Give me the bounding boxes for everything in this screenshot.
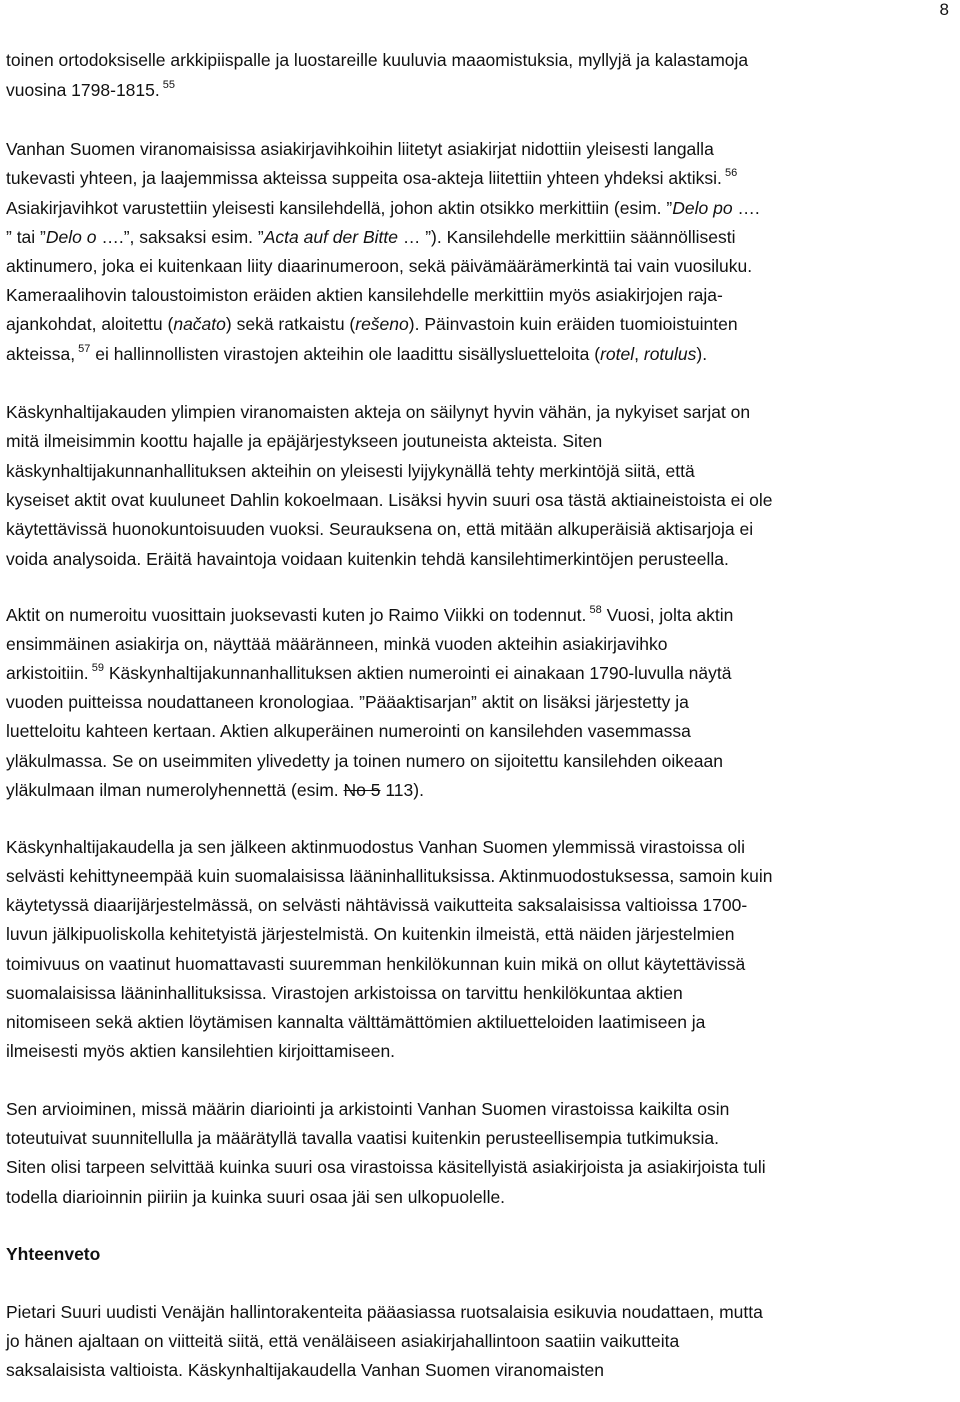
text-span: ilmeisesti myös aktien kansilehtien kirjoittamiseen. xyxy=(6,1041,396,1061)
text-span: käskynhaltijakunnanhallituksen akteihin on yleisesti lyijykynällä tehty merkintöjä siitä, että xyxy=(6,461,695,481)
text-span: Käskynhaltijakauden ylimpien viranomaisten akteja on säilynyt hyvin vähän, ja nykyiset sarjat on xyxy=(6,402,751,422)
text-span: Vanhan Suomen viranomaisissa asiakirjavihkoihin liitetyt asiakirjat nidottiin yleisesti langalla xyxy=(6,139,714,159)
text-line xyxy=(6,281,723,311)
italic-text: načato xyxy=(173,314,226,334)
text-span: Kameraalihovin taloustoimiston eräiden aktien kansilehdelle merkittiin myös asiakirjojen raja- xyxy=(6,285,723,305)
text-span: tukevasti yhteen, ja laajemmissa akteissa suppeita osa-akteja liitettiin yhteen yhdeksi aktiksi. xyxy=(6,168,722,188)
text-span: yläkulmassa. Se on useimmiten ylivedetty ja toinen numero on sijoitettu kansilehden oikeaan xyxy=(6,751,723,771)
text-span: jo hänen ajaltaan on viitteitä siitä, että venäläiseen asiakirjahallintoon saatiin vaikutteita xyxy=(6,1331,680,1351)
text-line xyxy=(6,457,695,487)
struck-text: No 5 xyxy=(343,780,381,800)
text-span: ). Päinvastoin kuin eräiden tuomioistuinten xyxy=(408,314,738,334)
text-span: Siten olisi tarpeen selvittää kuinka suuri osa virastoissa käsitellyistä asiakirjoista ja asiakirjoista tuli xyxy=(6,1157,766,1177)
text-span: ). xyxy=(696,344,708,364)
text-line xyxy=(6,833,745,863)
text-span: Käskynhaltijakaudella ja sen jälkeen aktinmuodostus Vanhan Suomen ylemmissä virastoissa oli xyxy=(6,837,745,857)
text-span: käytetyssä diaarijärjestelmässä, on selvästi nähtävissä vaikutteita saksalaisissa valtioissa 1700- xyxy=(6,895,748,915)
text-span: toimivuus on vaatinut huomattavasti suuremman henkilökunnan kuin mikä on ollut käytettävissä xyxy=(6,954,746,974)
text-line xyxy=(6,1037,395,1067)
text-line xyxy=(6,1298,763,1328)
text-line xyxy=(6,979,683,1009)
footnote-ref: 56 xyxy=(721,167,738,179)
text-span: Asiakirjavihkot varustettiin yleisesti kansilehdellä, johon aktin otsikko merkittiin (esim. ” xyxy=(6,198,673,218)
text-line xyxy=(6,950,745,980)
text-line xyxy=(6,1095,729,1125)
text-span: käytettävissä huonokuntoisuuden vuoksi. Seurauksena on, että mitään alkuperäisiä aktisarjoja ei xyxy=(6,519,754,539)
text-span: ) sekä ratkaistu ( xyxy=(225,314,356,334)
section-heading xyxy=(6,1240,100,1270)
text-span: ei hallinnollisten virastojen akteihin ole laadittu sisällysluetteloita ( xyxy=(90,344,601,364)
italic-text: Acta auf der Bitte xyxy=(263,227,398,247)
text-span: suomalaisissa lääninhallituksissa. Virastojen arkistoissa on tarvittu henkilökuntaa aktien xyxy=(6,983,683,1003)
text-span: nitomiseen sekä aktien löytämisen kannalta välttämättömien aktiluetteloiden laatimiseen ja xyxy=(6,1012,706,1032)
text-line xyxy=(6,427,602,457)
text-span: …. xyxy=(732,198,760,218)
text-line xyxy=(6,630,667,660)
text-span: vuosina 1798-1815. xyxy=(6,80,160,100)
text-span: yläkulmaan ilman numerolyhennettä (esim. xyxy=(6,780,344,800)
text-line xyxy=(6,252,752,282)
text-line xyxy=(6,747,723,777)
text-span: Yhteenveto xyxy=(6,1244,101,1264)
text-span: ajankohdat, aloitettu ( xyxy=(6,314,174,334)
text-span: toteutuivat suunnitellulla ja määrätyllä tavalla vaatisi kuitenkin perusteellisempia tutkimuksia. xyxy=(6,1128,719,1148)
text-line xyxy=(6,310,738,340)
text-span: ” tai ” xyxy=(6,227,46,247)
text-line xyxy=(6,135,714,165)
text-span: Käskynhaltijakunnanhallituksen aktien numerointi ei ainakaan 1790-luvulla näytä xyxy=(103,663,732,683)
text-line xyxy=(6,223,735,253)
text-span: akteissa, xyxy=(6,344,76,364)
text-line xyxy=(6,1153,766,1183)
text-span: luetteloitu kahteen kertaan. Aktien alkuperäinen numerointi on kansilehden vasemmassa xyxy=(6,721,691,741)
text-line xyxy=(6,659,731,689)
text-line xyxy=(6,545,729,575)
text-span: saksalaisista valtioista. Käskynhaltijakaudella Vanhan Suomen viranomaisten xyxy=(6,1360,604,1380)
text-line xyxy=(6,717,691,747)
text-line xyxy=(6,398,750,428)
text-span: vuoden puitteissa noudattaneen kronologiaa. ”Pääaktisarjan” aktit on lisäksi järjestetty ja xyxy=(6,692,689,712)
text-line xyxy=(6,76,175,106)
text-line xyxy=(6,688,689,718)
text-line xyxy=(6,46,748,76)
text-span: Aktit on numeroitu vuosittain juoksevasti kuten jo Raimo Viikki on todennut. xyxy=(6,605,587,625)
italic-text: rešeno xyxy=(355,314,409,334)
text-line xyxy=(6,1124,719,1154)
text-span: , xyxy=(634,344,644,364)
text-span: … ”). Kansilehdelle merkittiin säännöllisesti xyxy=(397,227,736,247)
footnote-ref: 55 xyxy=(159,79,176,91)
text-span: luvun jälkipuoliskolla kehitetyistä järjestelmistä. On kuitenkin ilmeistä, että näiden järjestelmien xyxy=(6,924,735,944)
text-line xyxy=(6,164,737,194)
text-line xyxy=(6,515,753,545)
text-line xyxy=(6,1183,505,1213)
text-span: aktinumero, joka ei kuitenkaan liity diaarinumeroon, sekä päivämäärämerkintä tai vain vuosiluku. xyxy=(6,256,753,276)
text-line xyxy=(6,920,735,950)
text-line xyxy=(6,601,733,631)
text-line xyxy=(6,486,773,516)
text-span: ensimmäinen asiakirja on, näyttää määränneen, minkä vuoden akteihin asiakirjavihko xyxy=(6,634,668,654)
footnote-ref: 59 xyxy=(88,662,104,674)
text-line xyxy=(6,1008,705,1038)
text-line xyxy=(6,194,760,224)
text-span: arkistoitiin. xyxy=(6,663,89,683)
text-line xyxy=(6,862,773,892)
text-span: Vuosi, jolta aktin xyxy=(601,605,734,625)
italic-text: Delo o xyxy=(45,227,97,247)
italic-text: rotel xyxy=(600,344,635,364)
text-span: selvästi kehittyneempää kuin suomalaisissa lääninhallituksissa. Aktinmuodostuksessa, samoin kuin xyxy=(6,866,773,886)
page-number: 8 xyxy=(939,0,949,19)
text-line xyxy=(6,1356,604,1386)
italic-text: Delo po xyxy=(672,198,733,218)
text-line xyxy=(6,891,747,921)
text-span: 113). xyxy=(380,780,424,800)
text-line xyxy=(6,1327,679,1357)
text-span: voida analysoida. Eräitä havaintoja voidaan kuitenkin tehdä kansilehtimerkintöjen perusteella. xyxy=(6,549,729,569)
text-span: ….”, saksaksi esim. ” xyxy=(96,227,264,247)
text-line xyxy=(6,340,707,370)
text-span: mitä ilmeisimmin koottu hajalle ja epäjärjestykseen joutuneista akteista. Siten xyxy=(6,431,603,451)
text-span: kyseiset aktit ovat kuuluneet Dahlin kokoelmaan. Lisäksi hyvin suuri osa tästä aktiaineistoista ei ole xyxy=(6,490,773,510)
footnote-ref: 57 xyxy=(75,343,91,355)
text-span: toinen ortodoksiselle arkkipiispalle ja luostareille kuuluvia maaomistuksia, myllyjä ja kalastamoja xyxy=(6,50,749,70)
footnote-ref: 58 xyxy=(586,604,602,616)
text-span: todella diarioinnin piiriin ja kuinka suuri osaa jäi sen ulkopuolelle. xyxy=(6,1187,506,1207)
text-span: Sen arvioiminen, missä määrin diariointi ja arkistointi Vanhan Suomen virastoissa kaikilta osin xyxy=(6,1099,730,1119)
text-span: Pietari Suuri uudisti Venäjän hallintorakenteita pääasiassa ruotsalaisia esikuvia noudattaen, mutta xyxy=(6,1302,763,1322)
italic-text: rotulus xyxy=(643,344,697,364)
text-line xyxy=(6,776,424,806)
